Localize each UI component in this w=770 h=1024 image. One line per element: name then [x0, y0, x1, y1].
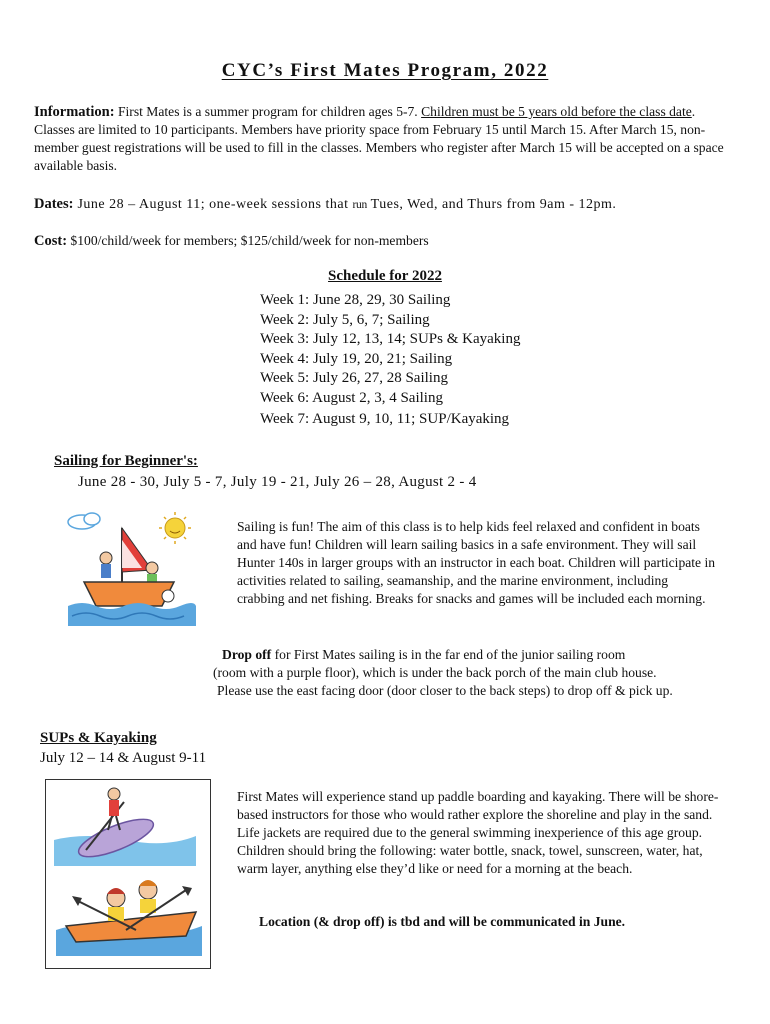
cloud-icon: [68, 513, 100, 529]
cost-label: Cost:: [34, 233, 68, 249]
schedule-title: Schedule for 2022: [328, 268, 442, 284]
schedule-list: [260, 291, 520, 430]
cost-paragraph: Cost: $100/child/week for members; $125/child/week for non-members: [34, 233, 429, 249]
sups-description: First Mates will experience stand up paddle boarding and kayaking. There will be shore-based instructors for those who would rather explore the shoreline and play in the sand. Life jackets are required due to the general swimming inexperience of this age group. Children should bring the following: water bottle, snack, towel, sunscreen, water, hat, warm layer, anything else they’d like or need for a morning at the beach.: [237, 789, 719, 876]
dates-paragraph: Dates: June 28 – August 11; one-week sessions that run Tues, Wed, and Thurs from 9am - 12pm.: [34, 196, 617, 212]
sailing-description: Sailing is fun! The aim of this class is to help kids feel relaxed and confident in boats and have fun! Children will learn sailing basics in a safe environment. They will sail Hunter 140s in larger groups with an instructor in each boat. Children will participate in activities related to sailing, seamanship, and the marine environment, including crabbing and net fishing. Breaks for snacks and games will be included each morning.: [237, 519, 716, 606]
age-requirement: Children must be 5 years old before the class date: [421, 104, 692, 119]
sups-location: Location (& drop off) is tbd and will be communicated in June.: [259, 914, 626, 929]
sups-heading: SUPs & Kayaking: [40, 730, 157, 746]
schedule-week: Week 4: July 19, 20, 21; Sailing: [260, 350, 453, 367]
info-label: Information:: [34, 104, 115, 120]
dates-label: Dates:: [34, 196, 74, 212]
schedule-week: Week 7: August 9, 10, 11; SUP/Kayaking: [260, 411, 510, 427]
schedule-week: Week 2: July 5, 6, 7; Sailing: [260, 311, 430, 328]
schedule-week: Week 3: July 12, 13, 14; SUPs & Kayaking: [260, 331, 521, 347]
schedule-week: Week 1: June 28, 29, 30 Sailing: [260, 292, 451, 308]
sailing-illustration: [62, 510, 202, 630]
info-paragraph: Information: First Mates is a summer program for children ages 5-7. Children must be 5 years old before the class date. Classes are limited to 10 participants. Members have priority space from February 15 until March 15. After March 15, non-member guest registrations will be used to fill in the classes. Members who register after March 15 will be accepted on a space available basis.: [34, 104, 724, 173]
sailing-heading: Sailing for Beginner's:: [54, 453, 198, 469]
dropoff-label: Drop off: [222, 647, 272, 662]
sailing-dates: June 28 - 30, July 5 - 7, July 19 - 21, July 26 – 28, August 2 - 4: [78, 474, 477, 490]
sups-illustration: [45, 779, 211, 969]
sun-icon: [159, 512, 191, 544]
page-title: CYC’s First Mates Program, 2022: [221, 60, 549, 81]
sailing-dropoff: Drop off for First Mates sailing is in the far end of the junior sailing room (room with a purple floor), which is under the back porch of the main club house. Please use the east facing door (door closer to the back steps) to drop off & pick up.: [213, 647, 673, 698]
schedule-week: Week 5: July 26, 27, 28 Sailing: [260, 370, 448, 386]
schedule-week: Week 6: August 2, 3, 4 Sailing: [260, 389, 443, 406]
sups-dates: July 12 – 14 & August 9-11: [40, 750, 207, 766]
